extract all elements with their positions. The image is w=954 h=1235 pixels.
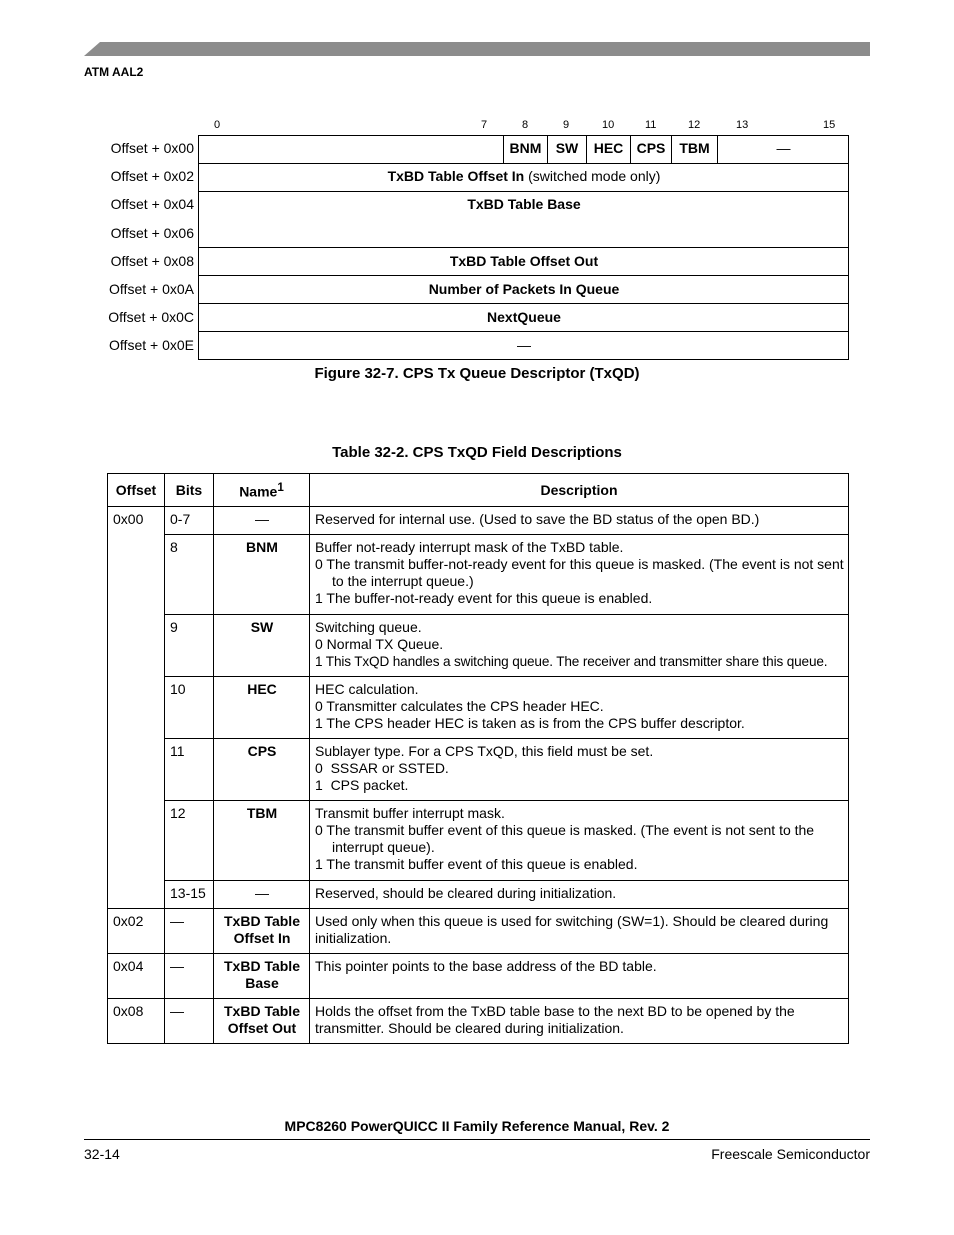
description-line: 1 This TxQD handles a switching queue. The receiver and transmitter share this queue. (315, 654, 828, 669)
row-divider (198, 275, 849, 276)
table-row (108, 507, 849, 535)
name-cell: TxBD Table Offset Out (214, 999, 310, 1044)
bits-cell: 0-7 (165, 507, 214, 535)
description-line: 1 The transmit buffer event of this queue is enabled. (315, 856, 638, 872)
table-row (108, 954, 849, 999)
table-caption: Table 32-2. CPS TxQD Field Descriptions (332, 444, 622, 461)
header-bar (84, 42, 870, 56)
description-cell (310, 739, 849, 801)
table-row (108, 535, 849, 615)
footer-title: MPC8260 PowerQUICC II Family Reference Manual, Rev. 2 (284, 1118, 670, 1134)
column-header-bits: Bits (165, 474, 214, 507)
field-reserved: — (776, 140, 791, 156)
offset-cell: 0x04 (108, 954, 165, 999)
field-next-queue: NextQueue (487, 309, 561, 325)
offset-cell: 0x08 (108, 999, 165, 1044)
offset-label: Offset + 0x0E (109, 337, 194, 353)
table-row (108, 615, 849, 677)
name-cell: TxBD Table Offset In (214, 909, 310, 954)
field-txbd-table-base: TxBD Table Base (467, 196, 581, 212)
footnote-marker: 1 (277, 481, 284, 495)
header-text: Name (239, 483, 278, 500)
name-cell: TBM (214, 801, 310, 881)
column-header-name (214, 474, 310, 507)
offset-label: Offset + 0x06 (110, 225, 194, 241)
table-row (108, 881, 849, 909)
field-num-packets: Number of Packets In Queue (428, 281, 620, 297)
table-row (108, 909, 849, 954)
company-name: Freescale Semiconductor (711, 1146, 870, 1162)
bit-number: 9 (563, 119, 570, 131)
description-line: Holds the offset from the TxBD table base to the next BD to be opened by the transmitter. Should be cleared during initialization. (315, 1003, 795, 1036)
description-line: Used only when this queue is used for switching (SW=1). Should be cleared during initialization. (315, 913, 829, 946)
description-cell (310, 677, 849, 739)
description-line: 0 The transmit buffer-not-ready event for this queue is masked. (The event is not sent to the interrupt queue.) (315, 556, 844, 589)
offset-cell: 0x00 (108, 507, 165, 909)
bit-number: 13 (736, 119, 749, 131)
description-line: Reserved, should be cleared during initialization. (315, 885, 617, 901)
description-line: Sublayer type. For a CPS TxQD, this field must be set. (315, 743, 654, 759)
name-cell: — (214, 507, 310, 535)
bits-cell: — (165, 999, 214, 1044)
offset-label: Offset + 0x00 (110, 140, 194, 156)
bits-cell: — (165, 954, 214, 999)
bit-number: 15 (823, 119, 836, 131)
name-cell: TxBD Table Base (214, 954, 310, 999)
field-name: TxBD Table Offset In (387, 168, 525, 184)
field-note: (switched mode only) (524, 168, 661, 184)
field-hec: HEC (593, 140, 624, 156)
bits-cell: 13-15 (165, 881, 214, 909)
description-cell (310, 615, 849, 677)
bits-cell: 9 (165, 615, 214, 677)
description-line: HEC calculation. (315, 681, 419, 697)
description-line: 1 CPS packet. (315, 777, 409, 793)
name-cell: BNM (214, 535, 310, 615)
field-txbd-offset-out: TxBD Table Offset Out (449, 253, 599, 269)
offset-label: Offset + 0x04 (110, 196, 194, 212)
row-divider (198, 247, 849, 248)
field-cps: CPS (636, 140, 666, 156)
description-line: Switching queue. (315, 619, 422, 635)
table-row (108, 999, 849, 1044)
offset-label: Offset + 0x08 (110, 253, 194, 269)
bit-number: 0 (214, 119, 221, 131)
bits-cell: 12 (165, 801, 214, 881)
name-cell: SW (214, 615, 310, 677)
description-line: 0 Transmitter calculates the CPS header HEC. (315, 698, 604, 714)
table-row (108, 739, 849, 801)
bits-cell: 10 (165, 677, 214, 739)
column-header-description: Description (310, 474, 849, 507)
table-row (108, 677, 849, 739)
description-cell (310, 507, 849, 535)
row-divider (198, 163, 849, 164)
field-reserved-row: — (517, 337, 531, 353)
bits-cell: — (165, 909, 214, 954)
figure-caption: Figure 32-7. CPS Tx Queue Descriptor (TxQD) (314, 365, 640, 382)
bit-number: 11 (645, 119, 657, 131)
bit-number: 8 (522, 119, 529, 131)
bits-cell: 8 (165, 535, 214, 615)
bit-number: 12 (688, 119, 701, 131)
description-cell (310, 535, 849, 615)
description-cell (310, 999, 849, 1044)
row-divider (198, 303, 849, 304)
offset-cell: 0x02 (108, 909, 165, 954)
row-divider (198, 191, 849, 192)
description-cell (310, 881, 849, 909)
page-number: 32-14 (84, 1146, 120, 1162)
table-header-row (108, 474, 849, 507)
description-line: Transmit buffer interrupt mask. (315, 805, 505, 821)
description-line: 0 Normal TX Queue. (315, 636, 444, 652)
description-line: Buffer not-ready interrupt mask of the TxBD table. (315, 539, 624, 555)
offset-label: Offset + 0x02 (110, 168, 194, 184)
table-row (108, 801, 849, 881)
field-bnm: BNM (509, 140, 542, 156)
footer-rule (84, 1139, 870, 1140)
row-divider (198, 331, 849, 332)
description-line: This pointer points to the base address of the BD table. (315, 958, 657, 974)
name-cell: — (214, 881, 310, 909)
bit-number: 10 (602, 119, 615, 131)
description-line: 0 The transmit buffer event of this queue is masked. (The event is not sent to the interrupt queue). (315, 822, 815, 855)
name-cell: HEC (214, 677, 310, 739)
section-label: ATM AAL2 (84, 65, 144, 79)
field-sw: SW (555, 140, 579, 156)
description-cell (310, 801, 849, 881)
name-cell: CPS (214, 739, 310, 801)
bit-number: 7 (481, 119, 488, 131)
description-line: Reserved for internal use. (Used to save the BD status of the open BD.) (315, 511, 760, 527)
description-line: 0 SSSAR or SSTED. (315, 760, 449, 776)
offset-label: Offset + 0x0A (109, 281, 194, 297)
description-cell (310, 954, 849, 999)
field-txbd-offset-in (199, 168, 849, 184)
bits-cell: 11 (165, 739, 214, 801)
description-line: 1 The buffer-not-ready event for this queue is enabled. (315, 590, 653, 606)
description-line: 1 The CPS header HEC is taken as is from the CPS buffer descriptor. (315, 715, 745, 731)
field-description-table (107, 473, 849, 1044)
offset-label: Offset + 0x0C (108, 309, 194, 325)
column-header-offset: Offset (108, 474, 165, 507)
description-cell (310, 909, 849, 954)
field-tbm: TBM (679, 140, 710, 156)
